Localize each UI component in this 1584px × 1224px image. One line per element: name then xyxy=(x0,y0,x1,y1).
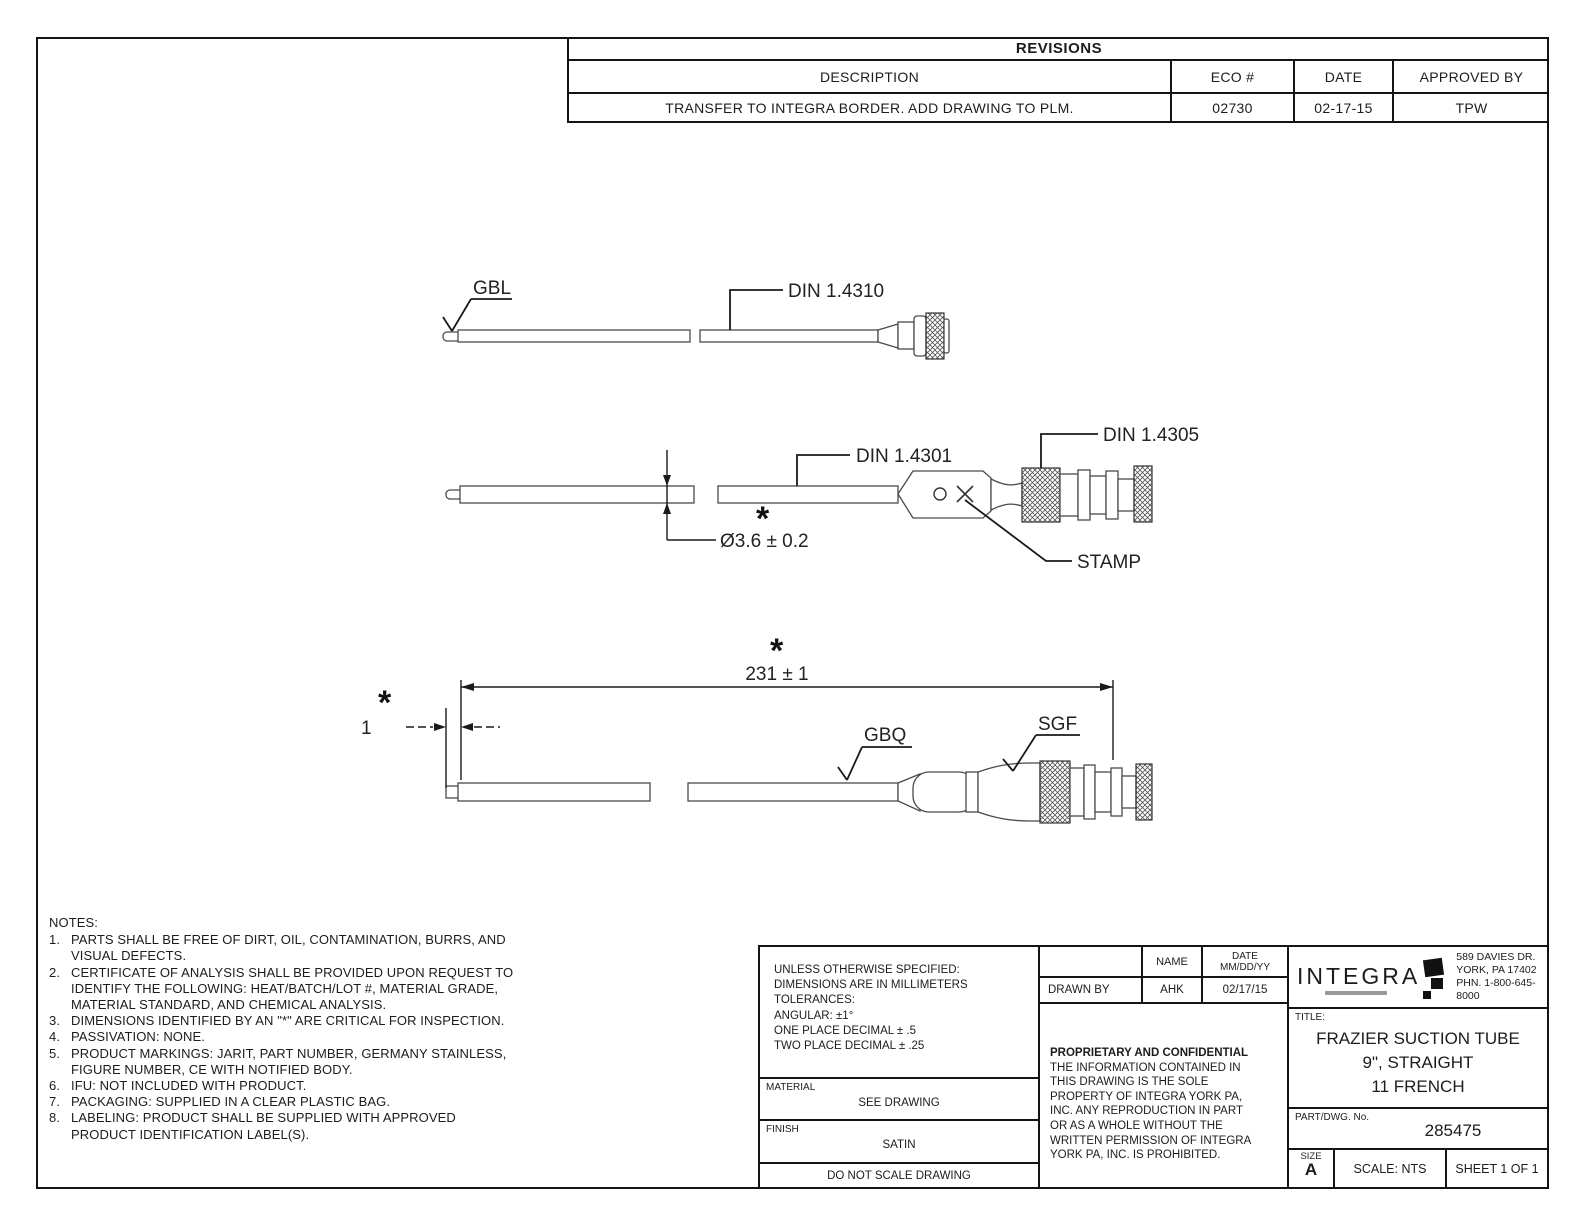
finish-cell xyxy=(760,1119,1040,1162)
tolerance-line: UNLESS OTHERWISE SPECIFIED: xyxy=(774,964,960,976)
drawing-title-line1: FRAZIER SUCTION TUBE xyxy=(1316,1029,1520,1048)
revisions-header-approved: APPROVED BY xyxy=(1392,61,1549,92)
note-item xyxy=(49,1094,527,1110)
revision-date: 02-17-15 xyxy=(1293,94,1392,121)
notes-title: NOTES: xyxy=(49,915,98,930)
proprietary-title: PROPRIETARY AND CONFIDENTIAL xyxy=(1050,1047,1249,1059)
asterisk-length: * xyxy=(770,632,784,670)
note-item xyxy=(49,1013,527,1029)
proprietary-notice xyxy=(1040,1004,1287,1187)
title-label: TITLE: xyxy=(1295,1012,1326,1023)
note-item xyxy=(49,965,527,1014)
revisions-title: REVISIONS xyxy=(569,37,1549,61)
asterisk-diameter: * xyxy=(756,500,770,538)
label-din-14310: DIN 1.4310 xyxy=(788,281,885,302)
dim-length: 231 ± 1 xyxy=(745,664,809,685)
scale-cell: SCALE: NTS xyxy=(1335,1150,1447,1187)
revisions-header-date: DATE xyxy=(1293,61,1392,92)
note-text: PACKAGING: SUPPLIED IN A CLEAR PLASTIC BAG. xyxy=(71,1094,391,1110)
revisions-header-description: DESCRIPTION xyxy=(820,68,919,85)
drawn-by-date: 02/17/15 xyxy=(1203,978,1287,1004)
drawing-title-cell xyxy=(1287,1009,1547,1109)
drawing-title-line2: 9", STRAIGHT xyxy=(1362,1053,1474,1072)
tolerance-line: TWO PLACE DECIMAL ± .25 xyxy=(774,1040,925,1053)
label-din-14305: DIN 1.4305 xyxy=(1103,425,1200,446)
asterisk-tip: * xyxy=(378,684,392,722)
note-item xyxy=(49,1078,527,1094)
revision-eco-number: 02730 xyxy=(1170,94,1293,121)
size-cell xyxy=(1287,1150,1335,1187)
label-stamp: STAMP xyxy=(1077,552,1142,573)
material-cell xyxy=(760,1077,1040,1119)
sheet-cell: SHEET 1 OF 1 xyxy=(1455,1161,1539,1176)
company-address xyxy=(1456,951,1543,1003)
label-din-14301: DIN 1.4301 xyxy=(856,446,953,467)
drawn-by-name: AHK xyxy=(1143,978,1203,1004)
tolerance-line: ANGULAR: ±1° xyxy=(774,1009,854,1022)
revision-description: TRANSFER TO INTEGRA BORDER. ADD DRAWING TO PLM. xyxy=(665,99,1074,116)
material-label: MATERIAL xyxy=(766,1082,816,1093)
note-number: 7. xyxy=(49,1094,61,1110)
integra-logo xyxy=(1297,953,1448,1001)
note-number: 1. xyxy=(49,932,61,948)
label-gbq: GBQ xyxy=(864,725,907,746)
size-value: A xyxy=(1304,1160,1318,1179)
signature-header-date xyxy=(1203,947,1287,978)
logo-tagline xyxy=(1325,991,1387,995)
note-text: CERTIFICATE OF ANALYSIS SHALL BE PROVIDED UPON REQUEST TO IDENTIFY THE FOLLOWING: HEAT/BATCH/LOT #, MATERIAL GRADE, MATERIAL STANDARD, AND CHEMICAL ANALYSIS. xyxy=(71,964,514,1013)
finish-value: SATIN xyxy=(882,1139,916,1151)
proprietary-body: THE INFORMATION CONTAINED IN THIS DRAWING IS THE SOLE PROPERTY OF INTEGRA YORK PA, INC. ANY REPRODUCTION IN PART OR AS A WHOLE WITHOUT THE WRITTEN PERMISSION OF INTEGRA YORK PA, INC. IS PROHIBITED. xyxy=(1050,1061,1251,1162)
notes-section xyxy=(49,915,527,1143)
part-number-cell xyxy=(1287,1109,1547,1150)
note-number: 4. xyxy=(49,1029,61,1045)
address-line: PHN. 1-800-645-8000 xyxy=(1456,977,1536,1002)
address-line: 589 DAVIES DR. xyxy=(1456,951,1536,963)
note-text: PASSIVATION: NONE. xyxy=(71,1029,205,1045)
drawing-title-line3: 11 FRENCH xyxy=(1371,1077,1465,1096)
tolerance-line: ONE PLACE DECIMAL ± .5 xyxy=(774,1024,917,1037)
note-number: 8. xyxy=(49,1110,61,1126)
note-text: PRODUCT MARKINGS: JARIT, PART NUMBER, GERMANY STAINLESS, FIGURE NUMBER, CE WITH NOTIFIED BODY. xyxy=(71,1045,507,1077)
do-not-scale-cell: DO NOT SCALE DRAWING xyxy=(760,1162,1040,1187)
tolerances-block xyxy=(760,947,1040,1077)
finish-label: FINISH xyxy=(766,1124,799,1135)
label-gbl: GBL xyxy=(473,278,512,299)
note-number: 3. xyxy=(49,1013,61,1029)
note-text: PARTS SHALL BE FREE OF DIRT, OIL, CONTAMINATION, BURRS, AND VISUAL DEFECTS. xyxy=(71,932,506,964)
integra-squares-icon xyxy=(1422,953,1448,1001)
note-number: 2. xyxy=(49,964,61,980)
address-line: YORK, PA 17402 xyxy=(1456,964,1537,976)
note-text: DIMENSIONS IDENTIFIED BY AN "*" ARE CRITICAL FOR INSPECTION. xyxy=(71,1013,505,1029)
dim-tip: 1 xyxy=(361,718,372,739)
revision-approved-by: TPW xyxy=(1392,94,1549,121)
dim-diameter: Ø3.6 ± 0.2 xyxy=(720,531,809,552)
note-item xyxy=(49,1046,527,1078)
note-text: IFU: NOT INCLUDED WITH PRODUCT. xyxy=(71,1078,307,1094)
signature-header-blank xyxy=(1040,947,1143,978)
note-item xyxy=(49,1029,527,1045)
note-number: 6. xyxy=(49,1078,61,1094)
date-header-line2: MM/DD/YY xyxy=(1220,961,1270,973)
date-header-line1: DATE xyxy=(1232,950,1258,962)
revisions-header-eco: ECO # xyxy=(1170,61,1293,92)
revisions-table xyxy=(567,37,1549,123)
revisions-data-row xyxy=(569,94,1549,121)
revisions-header-row xyxy=(569,61,1549,94)
company-name: INTEGRA xyxy=(1297,963,1421,989)
note-text: LABELING: PRODUCT SHALL BE SUPPLIED WITH APPROVED PRODUCT IDENTIFICATION LABEL(S). xyxy=(71,1110,456,1142)
part-number: 285475 xyxy=(1424,1121,1482,1140)
size-label: SIZE xyxy=(1300,1151,1322,1162)
note-item xyxy=(49,1110,527,1142)
material-value: SEE DRAWING xyxy=(858,1097,940,1109)
title-block xyxy=(758,945,1549,1189)
signature-header-name: NAME xyxy=(1143,947,1203,978)
company-block xyxy=(1287,947,1547,1009)
note-item xyxy=(49,932,527,964)
part-number-label: PART/DWG. No. xyxy=(1295,1112,1370,1123)
drawn-by-label: DRAWN BY xyxy=(1040,978,1143,1004)
label-sgf: SGF xyxy=(1038,714,1078,735)
tolerance-line: DIMENSIONS ARE IN MILLIMETERS xyxy=(774,979,968,992)
note-number: 5. xyxy=(49,1045,61,1061)
tolerance-line: TOLERANCES: xyxy=(774,994,855,1007)
